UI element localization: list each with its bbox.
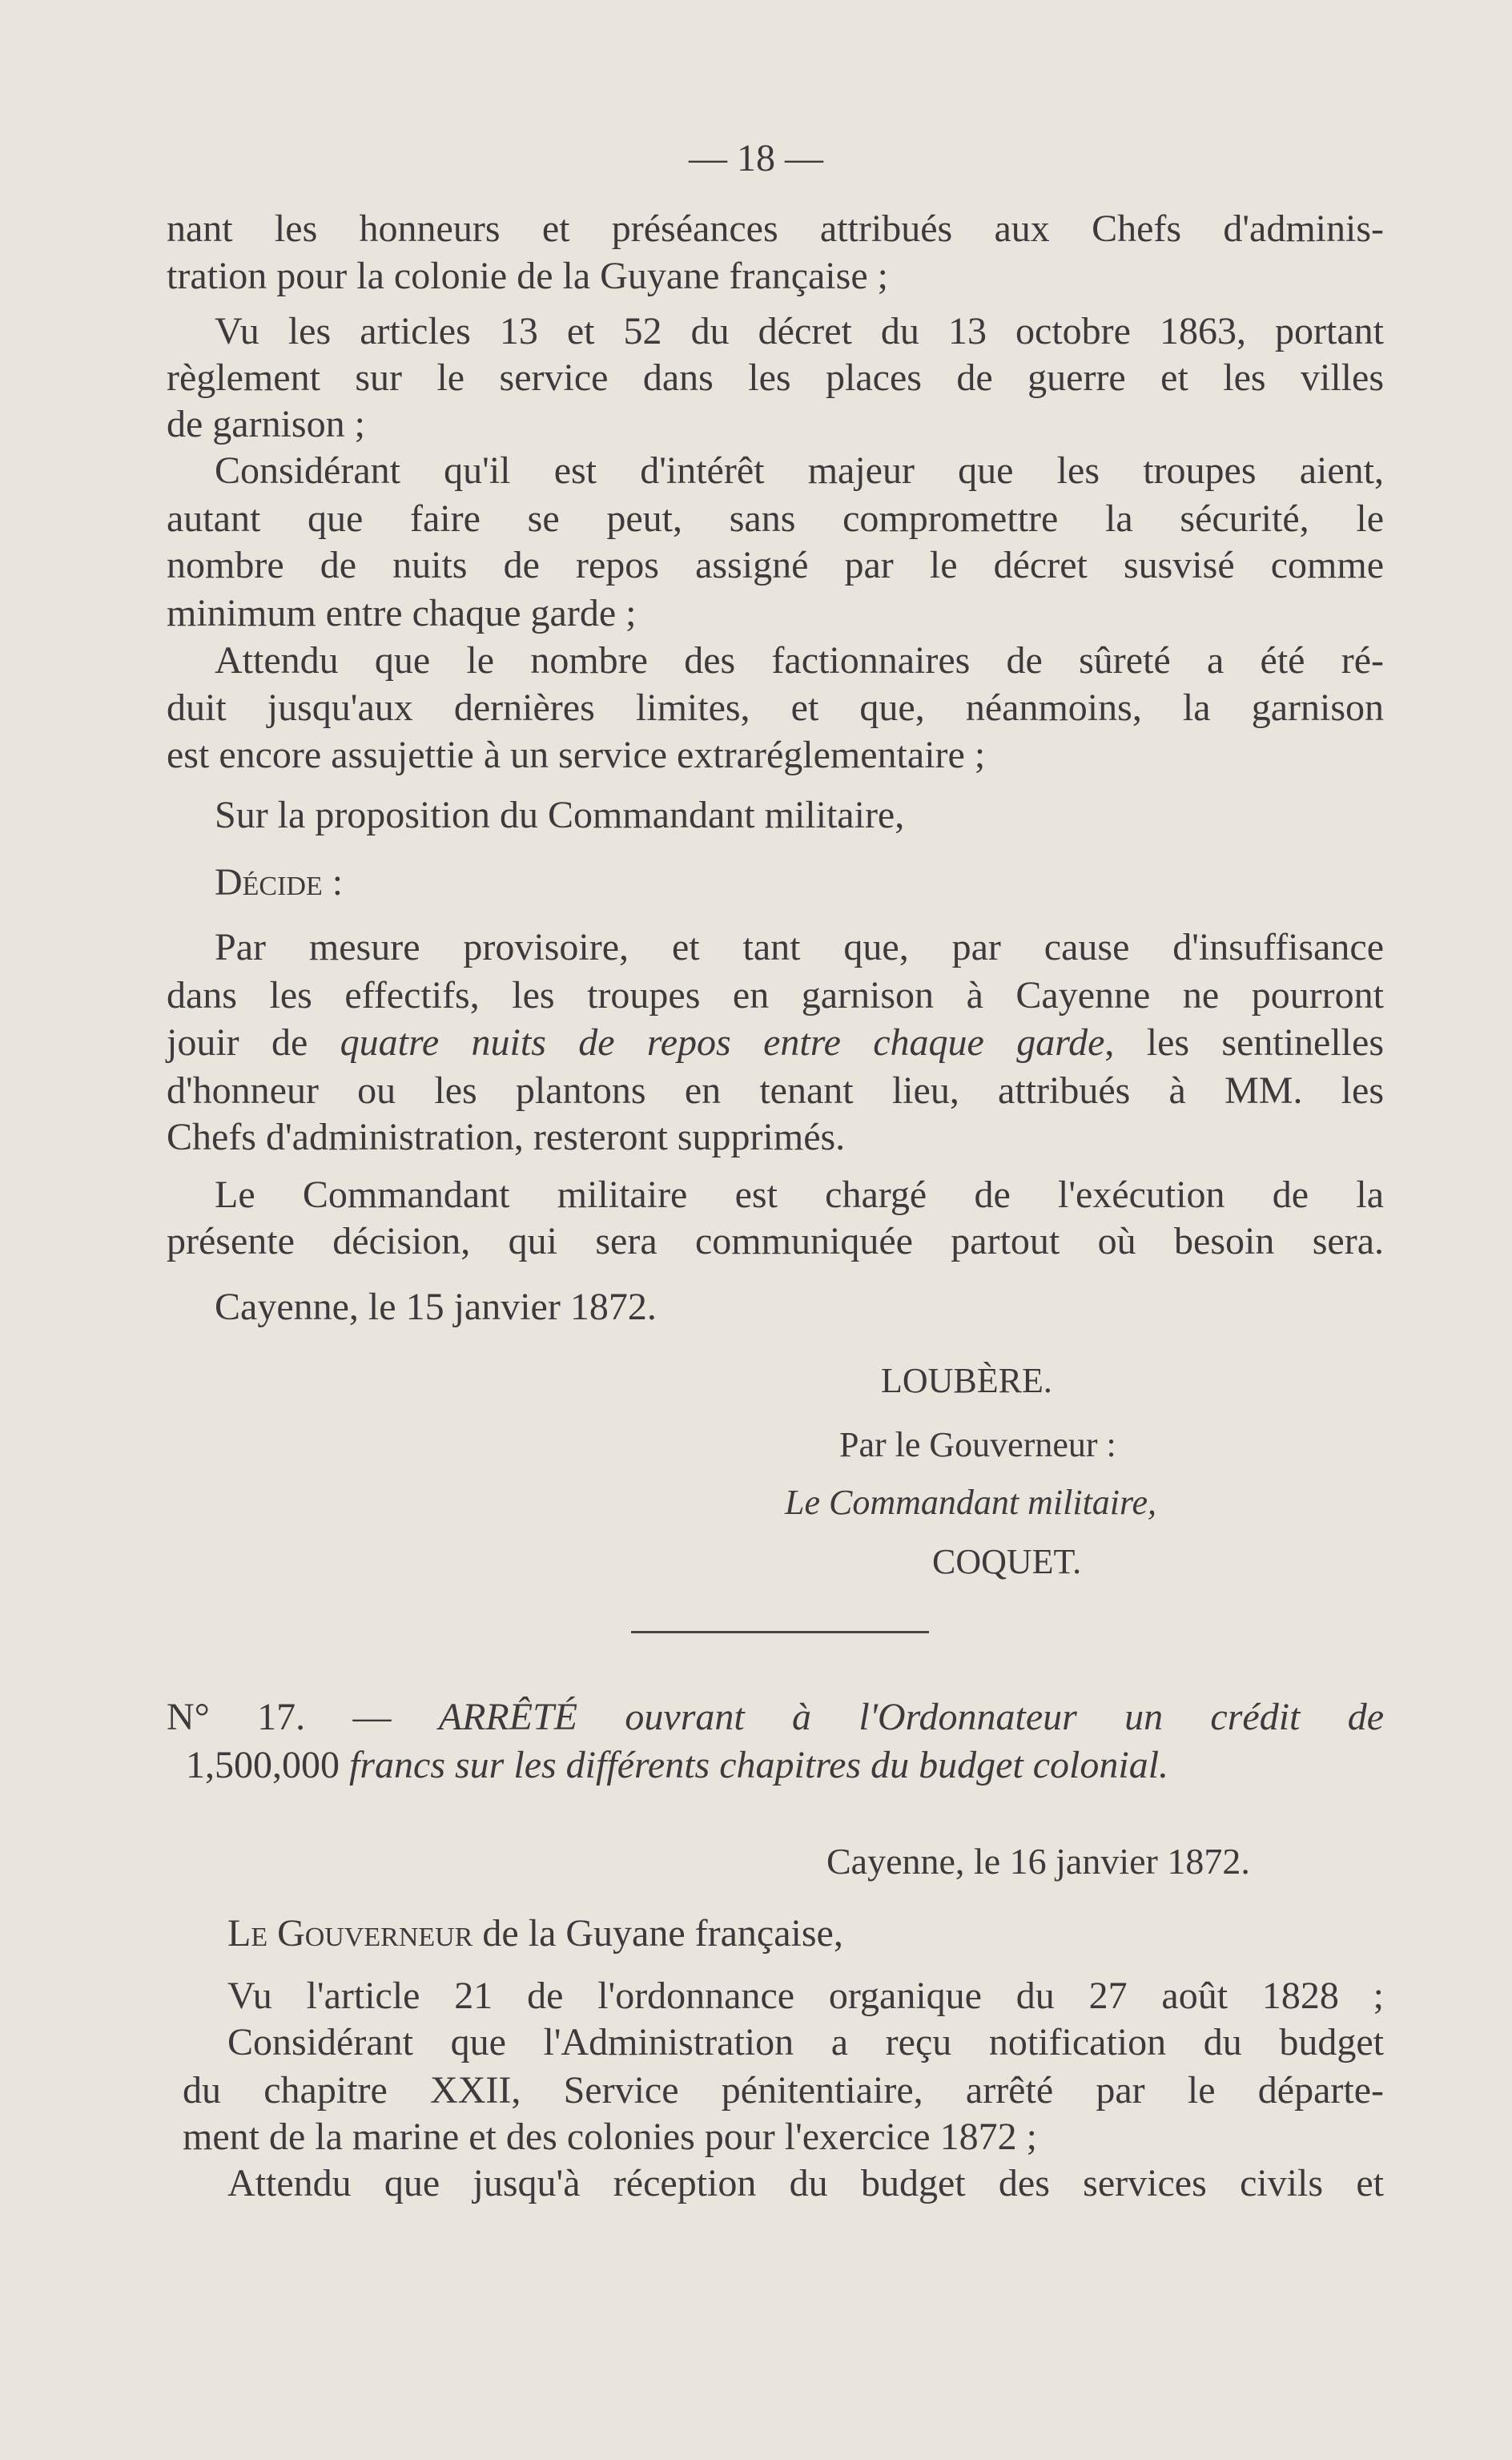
text-line: nant les honneurs et préséances attribués aux Chefs d'adminis- <box>167 207 1384 250</box>
text-line: Par mesure provisoire, et tant que, par cause d'insuffisance <box>215 926 1384 968</box>
decide-heading: Décide : <box>215 861 344 904</box>
section-divider <box>631 1631 929 1633</box>
arrete-title: ARRÊTÉ ouvrant à l'Ordonnateur un crédit de <box>438 1696 1384 1738</box>
text-line <box>167 1019 1384 1067</box>
text-line: Sur la proposition du Commandant militaire, <box>215 794 905 836</box>
text-line: duit jusqu'aux dernières limites, et que, néanmoins, la garnison <box>167 686 1384 729</box>
text-line: Le Commandant militaire est chargé de l'exécution de la <box>215 1174 1384 1216</box>
text-line: Considérant que l'Administration a reçu notification du budget <box>227 2021 1384 2063</box>
text-line: Vu les articles 13 et 52 du décret du 13 octobre 1863, portant <box>215 310 1384 352</box>
text-line: nombre de nuits de repos assigné par le décret susvisé comme <box>167 544 1384 586</box>
text-line: règlement sur le service dans les places de guerre et les villes <box>167 356 1384 399</box>
gouverneur-title: Le Gouverneur <box>227 1912 473 1955</box>
date-line: Cayenne, le 15 janvier 1872. <box>215 1286 657 1328</box>
commandant-name: COQUET. <box>932 1542 1082 1581</box>
arrete-title: francs sur les différents chapitres du budget colonial. <box>349 1744 1169 1786</box>
text-line: ment de la marine et des colonies pour l'exercice 1872 ; <box>183 2116 1037 2158</box>
text-line: Attendu que le nombre des factionnaires de sûreté a été ré- <box>215 639 1384 682</box>
arrete-heading-line <box>186 1741 1168 1790</box>
text-line: tration pour la colonie de la Guyane française ; <box>167 255 888 297</box>
text-run: , les sentinelles <box>1104 1021 1384 1064</box>
text-line: dans les effectifs, les troupes en garnison à Cayenne ne pourront <box>167 974 1384 1017</box>
arrete-number: N° 17. — <box>167 1696 439 1738</box>
page-number: — 18 — <box>689 137 823 179</box>
text-line: est encore assujettie à un service extraréglementaire ; <box>167 734 986 776</box>
commandant-title: Le Commandant militaire, <box>785 1483 1157 1522</box>
text-line: du chapitre XXII, Service pénitentiaire, arrêté par le départe- <box>183 2069 1384 2112</box>
text-run: de la Guyane française, <box>472 1912 843 1955</box>
date-line: Cayenne, le 16 janvier 1872. <box>826 1841 1250 1882</box>
text-line: présente décision, qui sera communiquée partout où besoin sera. <box>167 1220 1384 1262</box>
text-line: Chefs d'administration, resteront supprimés. <box>167 1116 846 1158</box>
text-line: autant que faire se peut, sans compromettre la sécurité, le <box>167 497 1384 540</box>
italic-run: quatre nuits de repos entre chaque garde <box>340 1021 1105 1064</box>
text-line: de garnison ; <box>167 403 365 445</box>
text-run: jouir de <box>167 1021 340 1064</box>
text-line: d'honneur ou les plantons en tenant lieu, attribués à MM. les <box>167 1069 1384 1112</box>
text-line: minimum entre chaque garde ; <box>167 592 637 634</box>
arrete-heading-line <box>167 1693 1384 1741</box>
text-line: Attendu que jusqu'à réception du budget des services civils et <box>227 2162 1384 2204</box>
text-line: Considérant qu'il est d'intérêt majeur que les troupes aient, <box>215 449 1384 492</box>
text-line <box>227 1910 843 1958</box>
par-le-gouverneur: Par le Gouverneur : <box>839 1425 1116 1464</box>
arrete-amount: 1,500,000 <box>186 1744 349 1786</box>
text-line: Vu l'article 21 de l'ordonnance organique du 27 août 1828 ; <box>227 1975 1384 2017</box>
signatory: LOUBÈRE. <box>881 1361 1052 1400</box>
